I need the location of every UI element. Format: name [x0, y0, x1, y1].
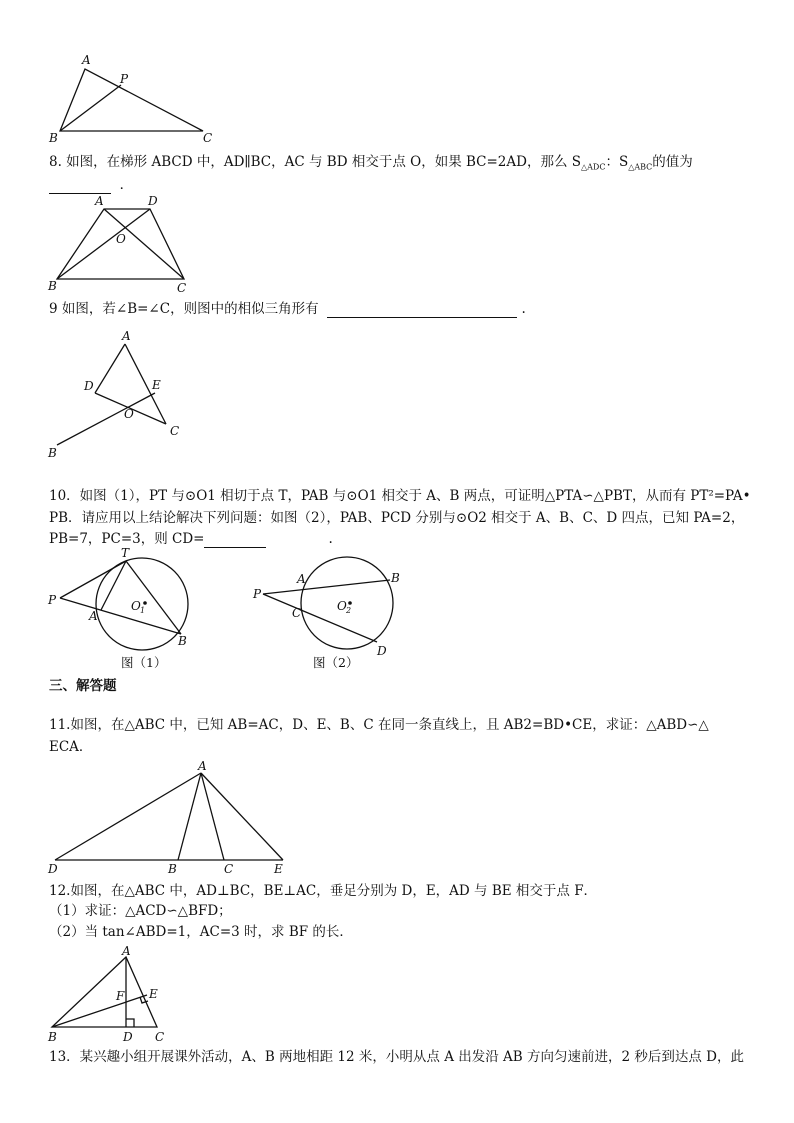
- label-b: B: [391, 571, 400, 585]
- label-a: A: [198, 759, 207, 773]
- label-a: A: [95, 194, 104, 208]
- label-b: B: [49, 131, 58, 145]
- label-e: E: [152, 378, 161, 392]
- q8-tail: 的值为: [652, 154, 693, 170]
- q12-line3: （2）当 tan∠ABD=1，AC=3 时，求 BF 的长．: [49, 924, 353, 940]
- q8-end: ．: [119, 177, 134, 193]
- q11-line1: 11.如图，在△ABC 中，已知 AB=AC，D、E、B、C 在同一条直线上，且 AB2=BD•CE，求证：△ABD∽△: [49, 717, 709, 733]
- label-e: E: [149, 987, 158, 1001]
- label-b: B: [178, 634, 187, 648]
- q8-separator: ：S: [605, 154, 629, 170]
- q10-end: .: [328, 531, 333, 547]
- right-angle-d: [126, 1019, 134, 1027]
- q11-line2: ECA．: [49, 739, 93, 755]
- label-o: O: [124, 407, 134, 421]
- caption-figure-1: 图（1）: [121, 655, 167, 670]
- label-o2: O: [337, 599, 347, 613]
- label-b: B: [48, 1030, 57, 1044]
- label-c: C: [155, 1030, 165, 1044]
- label-a: A: [122, 329, 131, 343]
- label-f: F: [116, 989, 125, 1003]
- label-o1-subscript: 1: [140, 606, 146, 615]
- label-c: C: [177, 281, 187, 295]
- label-o2-subscript: 2: [346, 606, 352, 615]
- label-d: D: [148, 194, 158, 208]
- label-p: P: [253, 587, 262, 601]
- label-c: C: [224, 862, 234, 876]
- label-o1: O: [131, 599, 141, 613]
- q10-line3-text: PB=7，PC=3，则 CD=: [49, 531, 205, 547]
- label-a: A: [82, 53, 91, 67]
- label-c: C: [170, 424, 180, 438]
- label-a: A: [89, 609, 98, 623]
- label-p: P: [120, 72, 129, 86]
- label-b: B: [168, 862, 177, 876]
- label-b: B: [48, 279, 57, 293]
- section-title: 三、解答题: [49, 678, 117, 694]
- label-d: D: [123, 1030, 133, 1044]
- label-a: A: [297, 572, 306, 586]
- triangle-abc: [52, 957, 157, 1027]
- label-e: E: [274, 862, 283, 876]
- label-c: C: [203, 131, 213, 145]
- q10-line1: 10．如图（1），PT 与⊙O1 相切于点 T，PAB 与⊙O1 相交于 A、B 两点，可证明△PTA∽△PBT，从而有 PT²=PA•: [49, 488, 751, 504]
- label-t: T: [121, 546, 130, 560]
- q10-line2: PB．请应用以上结论解决下列问题：如图（2），PAB、PCD 分别与⊙O2 相交于 A、B、C、D 四点，已知 PA=2，: [49, 510, 745, 526]
- label-c: C: [292, 606, 302, 620]
- label-d: D: [377, 644, 387, 658]
- q9-text: 9 如图，若∠B=∠C，则图中的相似三角形有: [49, 301, 319, 317]
- q12-line1: 12.如图，在△ABC 中，AD⊥BC，BE⊥AC，垂足分别为 D，E，AD 与 BE 相交于点 F．: [49, 883, 598, 899]
- label-d: D: [48, 862, 58, 876]
- q13-line1: 13．某兴趣小组开展课外活动，A、B 两地相距 12 米，小明从点 A 出发沿 AB 方向匀速前进，2 秒后到达点 D，此: [49, 1049, 744, 1065]
- caption-figure-2: 图（2）: [313, 655, 359, 670]
- label-p: P: [48, 593, 57, 607]
- label-b: B: [48, 446, 57, 460]
- label-o: O: [116, 232, 126, 246]
- q9-end: .: [521, 301, 526, 317]
- segment-be: [52, 995, 147, 1027]
- label-a: A: [122, 944, 131, 958]
- q8-text: 8. 如图，在梯形 ABCD 中，AD∥BC，AC 与 BD 相交于点 O，如果 BC=2AD，那么 S: [49, 154, 581, 170]
- q12-line2: （1）求证：△ACD∽△BFD；: [49, 903, 232, 919]
- q8-sub-abc: △ABC: [628, 162, 653, 172]
- label-d: D: [84, 379, 94, 393]
- q8-sub-adc: △ADC: [581, 162, 606, 172]
